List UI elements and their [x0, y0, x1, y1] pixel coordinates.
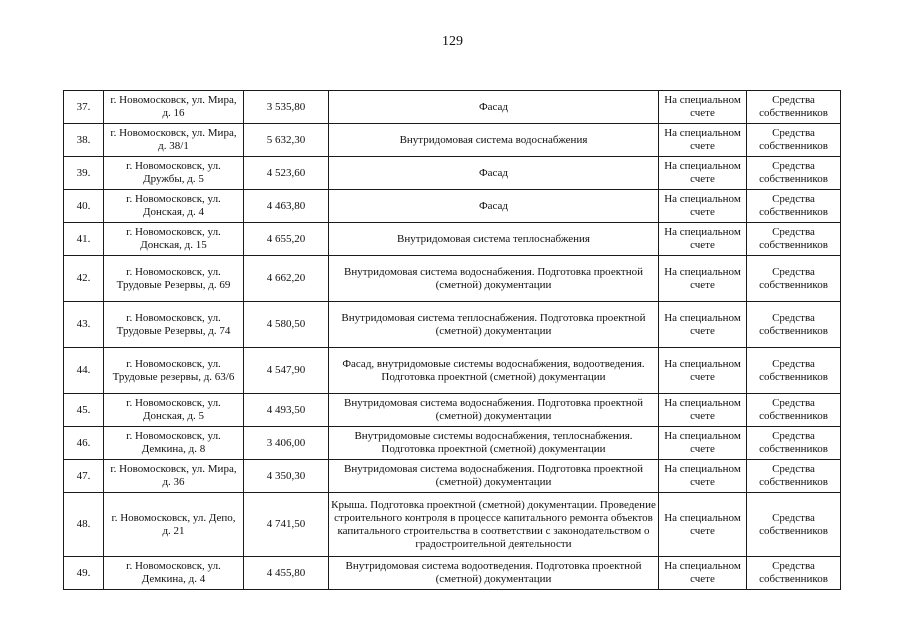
funding-source-cell: Средства собственников	[747, 91, 841, 124]
account-method-cell: На специальном счете	[659, 302, 747, 348]
account-method-cell: На специальном счете	[659, 493, 747, 557]
work-type-cell: Внутридомовая система водоснабжения. Подготовка проектной (сметной) документации	[329, 256, 659, 302]
work-type-cell: Внутридомовая система водоснабжения. Подготовка проектной (сметной) документации	[329, 460, 659, 493]
row-number: 42.	[64, 256, 104, 302]
funding-source-cell: Средства собственников	[747, 557, 841, 590]
account-method-cell: На специальном счете	[659, 557, 747, 590]
table-row	[64, 348, 841, 394]
area-cell: 3 406,00	[244, 427, 329, 460]
area-cell: 4 455,80	[244, 557, 329, 590]
row-number: 41.	[64, 223, 104, 256]
account-method-cell: На специальном счете	[659, 157, 747, 190]
table-row	[64, 223, 841, 256]
funding-source-cell: Средства собственников	[747, 394, 841, 427]
work-type-cell: Фасад	[329, 91, 659, 124]
funding-source-cell: Средства собственников	[747, 124, 841, 157]
area-cell: 3 535,80	[244, 91, 329, 124]
funding-source-cell: Средства собственников	[747, 256, 841, 302]
account-method-cell: На специальном счете	[659, 124, 747, 157]
address-cell: г. Новомосковск, ул. Демкина, д. 8	[104, 427, 244, 460]
area-cell: 4 580,50	[244, 302, 329, 348]
area-cell: 4 655,20	[244, 223, 329, 256]
funding-source-cell: Средства собственников	[747, 302, 841, 348]
area-cell: 4 547,90	[244, 348, 329, 394]
table-row	[64, 91, 841, 124]
table-row	[64, 256, 841, 302]
area-cell: 4 493,50	[244, 394, 329, 427]
row-number: 47.	[64, 460, 104, 493]
repair-program-table	[63, 90, 841, 590]
account-method-cell: На специальном счете	[659, 348, 747, 394]
funding-source-cell: Средства собственников	[747, 190, 841, 223]
address-cell: г. Новомосковск, ул. Донская, д. 15	[104, 223, 244, 256]
address-cell: г. Новомосковск, ул. Мира, д. 16	[104, 91, 244, 124]
row-number: 39.	[64, 157, 104, 190]
row-number: 43.	[64, 302, 104, 348]
funding-source-cell: Средства собственников	[747, 427, 841, 460]
address-cell: г. Новомосковск, ул. Мира, д. 38/1	[104, 124, 244, 157]
table-row	[64, 557, 841, 590]
address-cell: г. Новомосковск, ул. Трудовые резервы, д. 63/6	[104, 348, 244, 394]
row-number: 40.	[64, 190, 104, 223]
address-cell: г. Новомосковск, ул. Донская, д. 5	[104, 394, 244, 427]
work-type-cell: Внутридомовая система водоотведения. Подготовка проектной (сметной) документации	[329, 557, 659, 590]
table-row	[64, 302, 841, 348]
table-row	[64, 493, 841, 557]
address-cell: г. Новомосковск, ул. Депо, д. 21	[104, 493, 244, 557]
account-method-cell: На специальном счете	[659, 427, 747, 460]
account-method-cell: На специальном счете	[659, 256, 747, 302]
work-type-cell: Внутридомовая система теплоснабжения. Подготовка проектной (сметной) документации	[329, 302, 659, 348]
account-method-cell: На специальном счете	[659, 190, 747, 223]
work-type-cell: Внутридомовая система водоснабжения. Подготовка проектной (сметной) документации	[329, 394, 659, 427]
row-number: 49.	[64, 557, 104, 590]
funding-source-cell: Средства собственников	[747, 223, 841, 256]
work-type-cell: Крыша. Подготовка проектной (сметной) документации. Проведение строительного контроля в процессе капитального ремонта объектов капитального строительства в соответствии с законодательством о градостроительной деятельности	[329, 493, 659, 557]
row-number: 38.	[64, 124, 104, 157]
table-row	[64, 460, 841, 493]
address-cell: г. Новомосковск, ул. Дружбы, д. 5	[104, 157, 244, 190]
account-method-cell: На специальном счете	[659, 91, 747, 124]
address-cell: г. Новомосковск, ул. Демкина, д. 4	[104, 557, 244, 590]
area-cell: 5 632,30	[244, 124, 329, 157]
table-row	[64, 124, 841, 157]
account-method-cell: На специальном счете	[659, 394, 747, 427]
funding-source-cell: Средства собственников	[747, 493, 841, 557]
table-row	[64, 157, 841, 190]
row-number: 48.	[64, 493, 104, 557]
area-cell: 4 463,80	[244, 190, 329, 223]
area-cell: 4 662,20	[244, 256, 329, 302]
area-cell: 4 350,30	[244, 460, 329, 493]
table-row	[64, 427, 841, 460]
row-number: 44.	[64, 348, 104, 394]
address-cell: г. Новомосковск, ул. Донская, д. 4	[104, 190, 244, 223]
work-type-cell: Фасад	[329, 157, 659, 190]
work-type-cell: Фасад, внутридомовые системы водоснабжения, водоотведения. Подготовка проектной (сметной) документации	[329, 348, 659, 394]
work-type-cell: Внутридомовая система водоснабжения	[329, 124, 659, 157]
account-method-cell: На специальном счете	[659, 460, 747, 493]
funding-source-cell: Средства собственников	[747, 460, 841, 493]
area-cell: 4 741,50	[244, 493, 329, 557]
address-cell: г. Новомосковск, ул. Трудовые Резервы, д. 69	[104, 256, 244, 302]
address-cell: г. Новомосковск, ул. Мира, д. 36	[104, 460, 244, 493]
row-number: 45.	[64, 394, 104, 427]
table-row	[64, 394, 841, 427]
area-cell: 4 523,60	[244, 157, 329, 190]
table-row	[64, 190, 841, 223]
work-type-cell: Фасад	[329, 190, 659, 223]
row-number: 37.	[64, 91, 104, 124]
row-number: 46.	[64, 427, 104, 460]
work-type-cell: Внутридомовая система теплоснабжения	[329, 223, 659, 256]
account-method-cell: На специальном счете	[659, 223, 747, 256]
page-number: 129	[442, 34, 463, 49]
funding-source-cell: Средства собственников	[747, 157, 841, 190]
work-type-cell: Внутридомовые системы водоснабжения, теплоснабжения. Подготовка проектной (сметной) документации	[329, 427, 659, 460]
address-cell: г. Новомосковск, ул. Трудовые Резервы, д. 74	[104, 302, 244, 348]
funding-source-cell: Средства собственников	[747, 348, 841, 394]
